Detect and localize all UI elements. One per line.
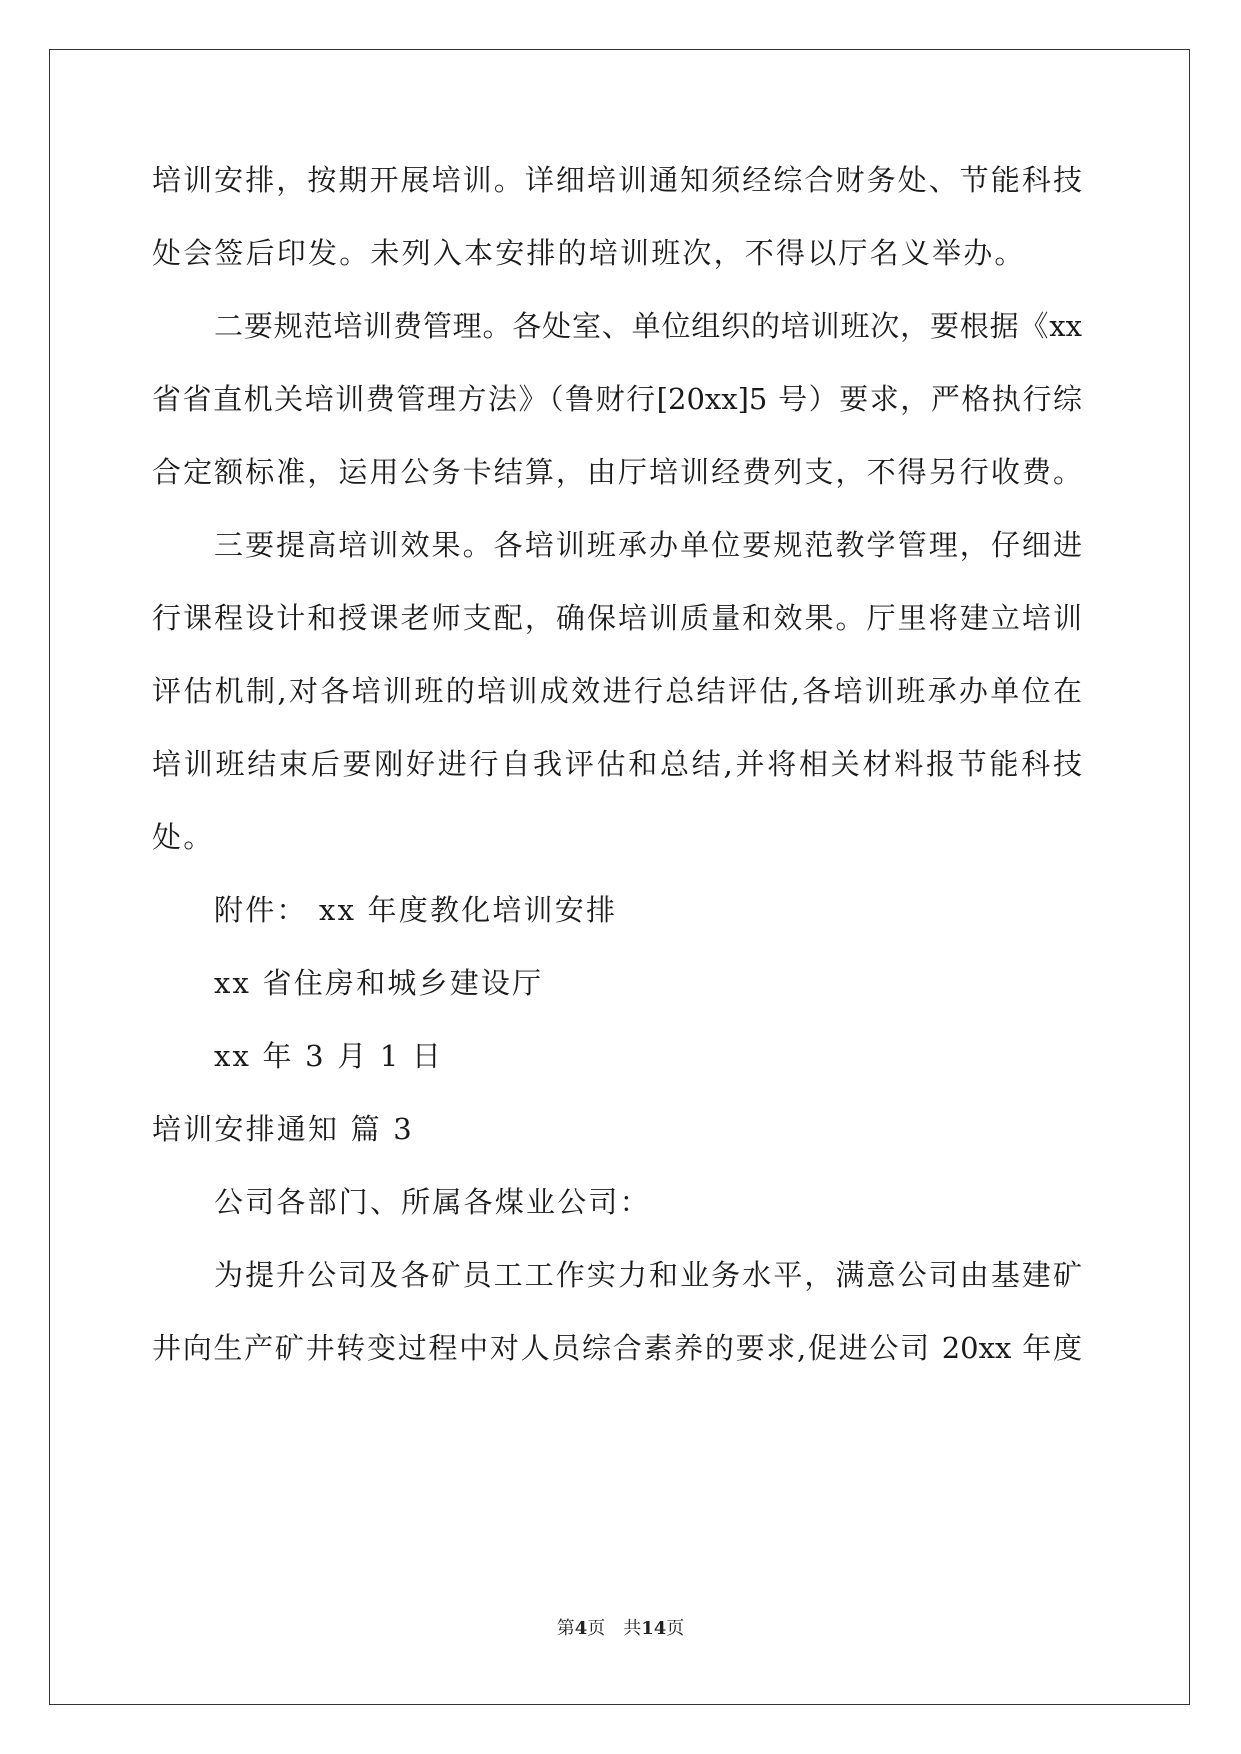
salutation: 公司各部门、所属各煤业公司： [214,1185,651,1219]
text-line: 培训安排，按期开展培训。详细培训通知须经综合财务处、节能科技 [152,163,1082,197]
text-line: 井向生产矿井转变过程中对人员综合素养的要求,促进公司 20xx 年度 [152,1331,1082,1365]
page-border [49,49,1190,1705]
text-line: 三要提高培训效果。各培训班承办单位要规范教学管理，仔细进 [214,528,1082,562]
text-line: 行课程设计和授课老师支配，确保培训质量和效果。厅里将建立培训 [152,601,1082,635]
total-suffix: 页 [666,1618,685,1639]
text-line: 合定额标准，运用公务卡结算，由厅培训经费列支，不得另行收费。 [152,455,1082,489]
section-heading: 培训安排通知 篇 3 [152,1112,414,1146]
signature-org: xx 省住房和城乡建设厅 [214,966,544,1000]
signature-date: xx 年 3 月 1 日 [214,1039,444,1073]
page-suffix: 页 [587,1618,606,1639]
attachment-line: 附件： xx 年度教化培训安排 [214,893,618,927]
text-line: 评估机制,对各培训班的培训成效进行总结评估,各培训班承办单位在 [152,674,1082,708]
page-prefix: 第 [556,1618,575,1639]
page-footer [0,1617,1241,1641]
text-line: 二要规范培训费管理。各处室、单位组织的培训班次，要根据《xx [214,309,1082,343]
text-line: 省省直机关培训费管理方法》（鲁财行[20xx]5 号）要求，严格执行综 [152,382,1082,416]
text-line: 培训班结束后要刚好进行自我评估和总结,并将相关材料报节能科技 [152,747,1082,781]
text-line: 为提升公司及各矿员工工作实力和业务水平，满意公司由基建矿 [214,1258,1082,1292]
text-line: 处。 [152,820,215,854]
text-line: 处会签后印发。未列入本安排的培训班次，不得以厅名义举办。 [152,236,1026,270]
total-prefix: 共 [623,1618,642,1639]
total-pages: 14 [641,1618,667,1639]
page-number: 4 [574,1618,588,1639]
